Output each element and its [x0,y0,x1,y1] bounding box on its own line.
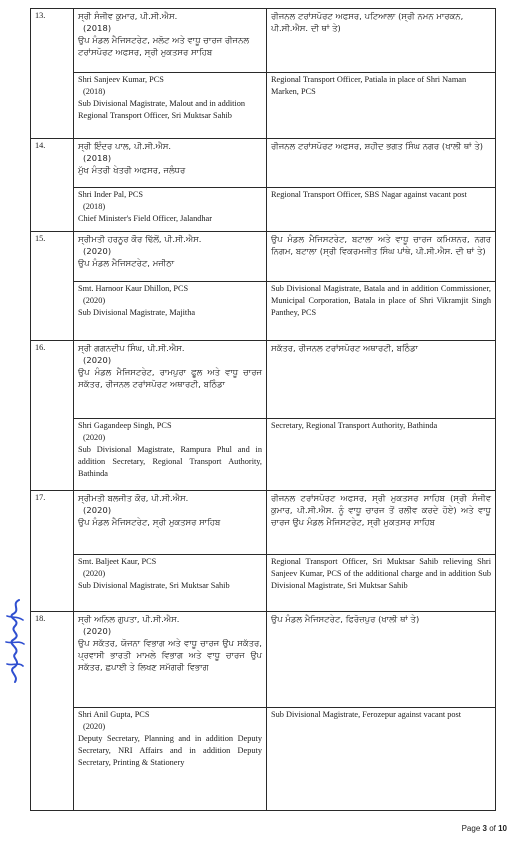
transfer-orders-table [30,8,496,811]
batch-year: (2018) [83,202,106,211]
current-post: Sub Divisional Magistrate, Rampura Phul and in addition Secretary, Regional Transport Authority, Bathinda [78,445,262,478]
officer-name: ਸ੍ਰੀਮਤੀ ਬਲਜੀਤ ਕੌਰ, ਪੀ.ਸੀ.ਐਸ. [78,493,189,503]
new-posting-punjabi: ਸਕੱਤਰ, ਰੀਜਨਲ ਟਰਾਂਸਪੋਰਟ ਅਥਾਰਟੀ, ਬਠਿੰਡਾ [267,341,496,419]
officer-details-punjabi [74,612,267,708]
table-row-english [31,555,496,612]
table-row-punjabi [31,491,496,555]
new-posting-english: Regional Transport Officer, Patiala in place of Shri Naman Marken, PCS [267,73,496,139]
officer-details-punjabi [74,139,267,188]
page-total: 10 [498,824,507,833]
page-footer [462,824,507,833]
batch-year: (2020) [83,722,106,731]
batch-year: (2018) [83,23,112,33]
serial-number: 14. [31,139,74,232]
table-row-punjabi [31,139,496,188]
new-posting-english: Sub Divisional Magistrate, Batala and in addition Commissioner, Municipal Corporation, Batala in place of Shri Vikramjit Singh Panthey, PCS [267,282,496,341]
current-post: Sub Divisional Magistrate, Malout and in addition Regional Transport Officer, Sri Muktsar Sahib [78,99,246,120]
officer-details-punjabi [74,232,267,282]
officer-name: Smt. Baljeet Kaur, PCS [78,557,157,566]
new-posting-punjabi: ਰੀਜਨਲ ਟਰਾਂਸਪੋਰਟ ਅਫਸਰ, ਪਟਿਆਲਾ (ਸ੍ਰੀ ਨਮਨ ਮਾਰਕਨ, ਪੀ.ਸੀ.ਐਸ. ਦੀ ਥਾਂ ਤੇ) [267,9,496,73]
batch-year: (2020) [83,296,106,305]
officer-details-punjabi [74,341,267,419]
new-posting-punjabi: ਰੀਜਨਲ ਟਰਾਂਸਪੋਰਟ ਅਫਸਰ, ਸ੍ਰੀ ਮੁਕਤਸਰ ਸਾਹਿਬ (ਸ੍ਰੀ ਸੰਜੀਵ ਕੁਮਾਰ, ਪੀ.ਸੀ.ਐਸ. ਨੂੰ ਵਾਧੂ ਚਾਰਜ ਤੋਂ ਰਲੀਵ ਕਰਦੇ ਹੋਏ) ਅਤੇ ਵਾਧੂ ਚਾਰਜ ਉਪ ਮੰਡਲ ਮੈਜਿਸਟਰੇਟ, ਸ੍ਰੀ ਮੁਕਤਸਰ ਸਾਹਿਬ [267,491,496,555]
new-posting-punjabi: ਉਪ ਮੰਡਲ ਮੈਜਿਸਟਰੇਟ, ਬਟਾਲਾ ਅਤੇ ਵਾਧੂ ਚਾਰਜ ਕਮਿਸ਼ਨਰ, ਨਗਰ ਨਿਗਮ, ਬਟਾਲਾ (ਸ੍ਰੀ ਵਿਕਰਮਜੀਤ ਸਿੰਘ ਪਾਂਥੇ, ਪੀ.ਸੀ.ਐਸ. ਦੀ ਥਾਂ ਤੇ) [267,232,496,282]
page-word: Page [461,824,481,833]
current-post: ਉਪ ਮੰਡਲ ਮੈਜਿਸਟਰੇਟ, ਰਾਮਪੁਰਾ ਫੂਲ ਅਤੇ ਵਾਧੂ ਚਾਰਜ ਸਕੱਤਰ, ਰੀਜਨਲ ਟਰਾਂਸਪੋਰਟ ਅਥਾਰਟੀ, ਬਠਿੰਡਾ [78,367,262,389]
serial-number: 18. [31,612,74,811]
current-post: Deputy Secretary, Planning and in addition Deputy Secretary, NRI Affairs and in addition Deputy Secretary, Printing & Stationery [78,734,262,767]
officer-details-english [74,188,267,232]
new-posting-english: Regional Transport Officer, SBS Nagar against vacant post [267,188,496,232]
batch-year: (2018) [83,153,112,163]
officer-name: ਸ੍ਰੀ ਗਗਨਦੀਪ ਸਿੰਘ, ਪੀ.ਸੀ.ਐਸ. [78,343,185,353]
batch-year: (2020) [83,246,112,256]
new-posting-english: Sub Divisional Magistrate, Ferozepur against vacant post [267,708,496,811]
officer-details-english [74,73,267,139]
officer-details-punjabi [74,491,267,555]
officer-name: Shri Gagandeep Singh, PCS [78,421,172,430]
current-post: Sub Divisional Magistrate, Sri Muktsar Sahib [78,581,230,590]
batch-year: (2020) [83,626,112,636]
officer-name: Shri Sanjeev Kumar, PCS [78,75,164,84]
table-row-punjabi [31,612,496,708]
of-word: of [489,824,496,833]
table-row-punjabi [31,232,496,282]
officer-details-punjabi [74,9,267,73]
table-row-english [31,708,496,811]
current-post: ਉਪ ਮੰਡਲ ਮੈਜਿਸਟਰੇਟ, ਸ੍ਰੀ ਮੁਕਤਸਰ ਸਾਹਿਬ [78,517,221,527]
officer-name: Shri Anil Gupta, PCS [78,710,150,719]
batch-year: (2020) [83,433,106,442]
batch-year: (2020) [83,505,112,515]
batch-year: (2020) [83,355,112,365]
officer-name: Shri Inder Pal, PCS [78,190,143,199]
serial-number: 16. [31,341,74,491]
officer-name: Smt. Harnoor Kaur Dhillon, PCS [78,284,189,293]
current-post: ਉਪ ਸਕੱਤਰ, ਯੋਜਨਾ ਵਿਭਾਗ ਅਤੇ ਵਾਧੂ ਚਾਰਜ ਉਪ ਸਕੱਤਰ, ਪ੍ਰਵਾਸੀ ਭਾਰਤੀ ਮਾਮਲੇ ਵਿਭਾਗ ਅਤੇ ਵਾਧੂ ਚਾਰਜ ਉਪ ਸਕੱਤਰ, ਛਪਾਈ ਤੇ ਲਿਖਣ ਸਮੱਗਰੀ ਵਿਭਾਗ [78,638,262,672]
batch-year: (2018) [83,87,106,96]
handwritten-signature [1,596,27,686]
officer-name: ਸ੍ਰੀਮਤੀ ਹਰਨੂਰ ਕੌਰ ਢਿੱਲੋਂ, ਪੀ.ਸੀ.ਐਸ. [78,234,202,244]
officer-details-english [74,282,267,341]
current-post: ਮੁੱਖ ਮੰਤਰੀ ਖੇਤਰੀ ਅਫਸਰ, ਜਲੰਧਰ [78,165,186,175]
officer-details-english [74,708,267,811]
table-row-english [31,282,496,341]
serial-number: 15. [31,232,74,341]
new-posting-english: Regional Transport Officer, Sri Muktsar Sahib relieving Shri Sanjeev Kumar, PCS of the additional charge and in addition Sub Divisional Magistrate, Sri Muktsar Sahib [267,555,496,612]
current-post: ਉਪ ਮੰਡਲ ਮੈਜਿਸਟਰੇਟ, ਮਲੋਟ ਅਤੇ ਵਾਧੂ ਚਾਰਜ ਰੀਜਨਲ ਟਰਾਂਸਪੋਰਟ ਅਫਸਰ, ਸ੍ਰੀ ਮੁਕਤਸਰ ਸਾਹਿਬ [78,35,250,57]
serial-number: 17. [31,491,74,612]
page-number: 3 [482,824,487,833]
new-posting-punjabi: ਉਪ ਮੰਡਲ ਮੈਜਿਸਟਰੇਟ, ਫਿਰੋਜ਼ਪੁਰ (ਖਾਲੀ ਥਾਂ ਤੇ) [267,612,496,708]
current-post: Chief Minister's Field Officer, Jalandhar [78,214,212,223]
officer-name: ਸ੍ਰੀ ਸੰਜੀਵ ਕੁਮਾਰ, ਪੀ.ਸੀ.ਐਸ. [78,11,178,21]
serial-number: 13. [31,9,74,139]
officer-name: ਸ੍ਰੀ ਅਨਿਲ ਗੁਪਤਾ, ਪੀ.ਸੀ.ਐਸ. [78,614,180,624]
current-post: ਉਪ ਮੰਡਲ ਮੈਜਿਸਟਰੇਟ, ਮਜੀਠਾ [78,258,175,268]
officer-name: ਸ੍ਰੀ ਇੰਦਰ ਪਾਲ, ਪੀ.ਸੀ.ਐਸ. [78,141,172,151]
new-posting-english: Secretary, Regional Transport Authority, Bathinda [267,419,496,491]
officer-details-english [74,419,267,491]
table-row-english [31,419,496,491]
table-row-english [31,188,496,232]
current-post: Sub Divisional Magistrate, Majitha [78,308,196,317]
batch-year: (2020) [83,569,106,578]
table-row-punjabi [31,9,496,73]
officer-details-english [74,555,267,612]
new-posting-punjabi: ਰੀਜਨਲ ਟਰਾਂਸਪੋਰਟ ਅਫਸਰ, ਸ਼ਹੀਦ ਭਗਤ ਸਿੰਘ ਨਗਰ (ਖਾਲੀ ਥਾਂ ਤੇ) [267,139,496,188]
table-row-english [31,73,496,139]
table-row-punjabi [31,341,496,419]
